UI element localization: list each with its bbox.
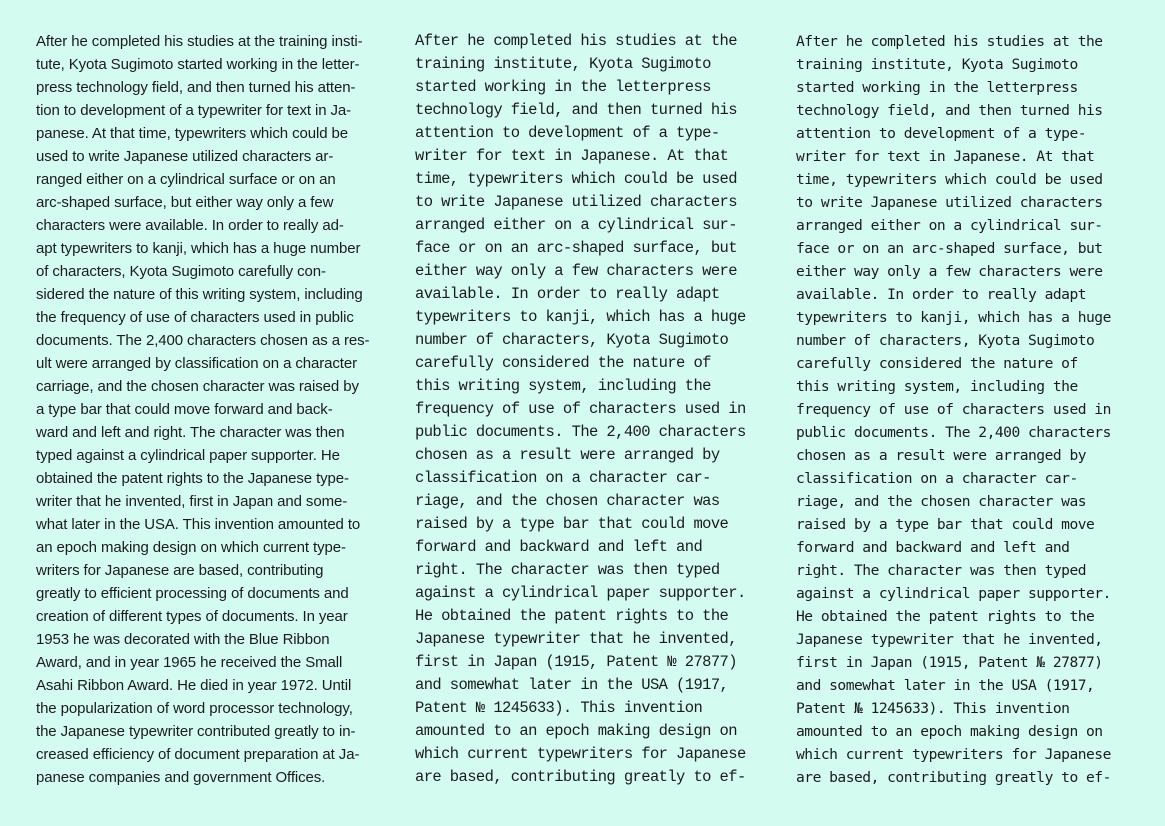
text-line: After he completed his studies at the training insti- [36, 33, 363, 50]
text-line: amounted to an epoch making design on [796, 723, 1103, 740]
text-line: typewriters to kanji, which has a huge [415, 308, 746, 326]
text-line: used to write Japanese utilized characters ar- [36, 148, 334, 165]
text-line: characters were available. In order to really ad- [36, 217, 344, 234]
text-line: time, typewriters which could be used [796, 171, 1103, 188]
text-line: press technology field, and then turned his atten- [36, 79, 356, 96]
text-line: training institute, Kyota Sugimoto [796, 56, 1078, 73]
text-line: the frequency of use of characters used in public [36, 309, 354, 326]
text-line: writer that he invented, first in Japan and some- [36, 493, 348, 510]
text-line: panese. At that time, typewriters which could be [36, 125, 349, 142]
text-line: He obtained the patent rights to the [415, 607, 729, 625]
text-line: creation of different types of documents. In year [36, 608, 348, 625]
text-line: first in Japan (1915, Patent № 27877) [796, 654, 1103, 671]
text-line: started working in the letterpress [415, 78, 711, 96]
text-line: which current typewriters for Japanese [415, 745, 746, 763]
text-line: 1953 he was decorated with the Blue Ribbon [36, 631, 330, 648]
text-line: He obtained the patent rights to the [796, 608, 1095, 625]
text-line: creased efficiency of document preparation at Ja- [36, 746, 360, 763]
text-line: first in Japan (1915, Patent № 27877) [415, 653, 737, 671]
text-line: number of characters, Kyota Sugimoto [796, 332, 1095, 349]
text-line: Patent № 1245633). This invention [796, 700, 1070, 717]
text-line: carriage, and the chosen character was raised by [36, 378, 359, 395]
text-line: arranged either on a cylindrical sur- [415, 216, 737, 234]
text-line: public documents. The 2,400 characters [796, 424, 1111, 441]
text-line: available. In order to really adapt [796, 286, 1087, 303]
text-line: an epoch making design on which current type- [36, 539, 346, 556]
text-line: and somewhat later in the USA (1917, [415, 676, 729, 694]
text-line: against a cylindrical paper supporter. [415, 584, 746, 602]
text-line: the Japanese typewriter contributed greatly to in- [36, 723, 356, 740]
text-line: either way only a few characters were [796, 263, 1103, 280]
text-line: Award, and in year 1965 he received the Small [36, 654, 343, 671]
text-line: against a cylindrical paper supporter. [796, 585, 1111, 602]
text-line: After he completed his studies at the [796, 33, 1103, 50]
text-line: and somewhat later in the USA (1917, [796, 677, 1095, 694]
text-line: of characters, Kyota Sugimoto carefully con- [36, 263, 326, 280]
text-line: Japanese typewriter that he invented, [796, 631, 1103, 648]
text-column-3 [796, 30, 1141, 789]
text-line: frequency of use of characters used in [796, 401, 1111, 418]
text-line: writers for Japanese are based, contributing [36, 562, 324, 579]
text-line: typed against a cylindrical paper supporter. He [36, 447, 340, 464]
text-line: riage, and the chosen character was [415, 492, 720, 510]
text-column-1 [36, 30, 376, 789]
text-line: attention to development of a type- [415, 124, 720, 142]
text-line: public documents. The 2,400 characters [415, 423, 746, 441]
text-line: are based, contributing greatly to ef- [796, 769, 1111, 786]
text-line: Asahi Ribbon Award. He died in year 1972. Until [36, 677, 352, 694]
text-line: documents. The 2,400 characters chosen as a res- [36, 332, 370, 349]
text-line: raised by a type bar that could move [415, 515, 729, 533]
text-line: arc-shaped surface, but either way only a few [36, 194, 334, 211]
text-line: started working in the letterpress [796, 79, 1078, 96]
text-line: right. The character was then typed [415, 561, 720, 579]
text-line: this writing system, including the [796, 378, 1078, 395]
text-line: forward and backward and left and [796, 539, 1070, 556]
text-line: riage, and the chosen character was [796, 493, 1087, 510]
text-line: tute, Kyota Sugimoto started working in the letter- [36, 56, 360, 73]
text-line: arranged either on a cylindrical sur- [796, 217, 1103, 234]
text-line: are based, contributing greatly to ef- [415, 768, 746, 786]
text-line: right. The character was then typed [796, 562, 1087, 579]
text-line: number of characters, Kyota Sugimoto [415, 331, 729, 349]
text-line: obtained the patent rights to the Japanese type- [36, 470, 349, 487]
text-line: writer for text in Japanese. At that [415, 147, 729, 165]
text-line: attention to development of a type- [796, 125, 1087, 142]
text-line: Patent № 1245633). This invention [415, 699, 703, 717]
text-line: the popularization of word processor technology, [36, 700, 353, 717]
text-line: panese companies and government Offices. [36, 769, 326, 786]
text-line: greatly to efficient processing of documents and [36, 585, 349, 602]
text-line: After he completed his studies at the [415, 32, 737, 50]
text-line: raised by a type bar that could move [796, 516, 1095, 533]
text-line: amounted to an epoch making design on [415, 722, 737, 740]
text-line: typewriters to kanji, which has a huge [796, 309, 1111, 326]
text-line: technology field, and then turned his [415, 101, 737, 119]
text-line: carefully considered the nature of [415, 354, 711, 372]
text-line: training institute, Kyota Sugimoto [415, 55, 711, 73]
text-line: available. In order to really adapt [415, 285, 720, 303]
text-line: ult were arranged by classification on a character [36, 355, 358, 372]
text-line: to write Japanese utilized characters [415, 193, 737, 211]
text-line: face or on an arc-shaped surface, but [796, 240, 1103, 257]
text-line: chosen as a result were arranged by [796, 447, 1087, 464]
text-line: face or on an arc-shaped surface, but [415, 239, 737, 257]
text-line: either way only a few characters were [415, 262, 737, 280]
text-line: tion to development of a typewriter for text in Ja- [36, 102, 352, 119]
text-line: frequency of use of characters used in [415, 400, 746, 418]
text-line: this writing system, including the [415, 377, 711, 395]
text-line: to write Japanese utilized characters [796, 194, 1103, 211]
text-line: classification on a character car- [415, 469, 711, 487]
text-line: sidered the nature of this writing system, including [36, 286, 363, 303]
text-line: technology field, and then turned his [796, 102, 1103, 119]
text-line: which current typewriters for Japanese [796, 746, 1111, 763]
text-line: chosen as a result were arranged by [415, 446, 720, 464]
text-line: writer for text in Japanese. At that [796, 148, 1095, 165]
text-line: time, typewriters which could be used [415, 170, 737, 188]
text-line: carefully considered the nature of [796, 355, 1078, 372]
text-line: ward and left and right. The character was then [36, 424, 345, 441]
text-column-2 [415, 30, 760, 789]
text-line: Japanese typewriter that he invented, [415, 630, 737, 648]
text-line: what later in the USA. This invention amounted to [36, 516, 361, 533]
text-line: forward and backward and left and [415, 538, 703, 556]
text-line: a type bar that could move forward and back- [36, 401, 333, 418]
text-line: apt typewriters to kanji, which has a huge number [36, 240, 361, 257]
text-line: classification on a character car- [796, 470, 1078, 487]
text-line: ranged either on a cylindrical surface or on an [36, 171, 336, 188]
